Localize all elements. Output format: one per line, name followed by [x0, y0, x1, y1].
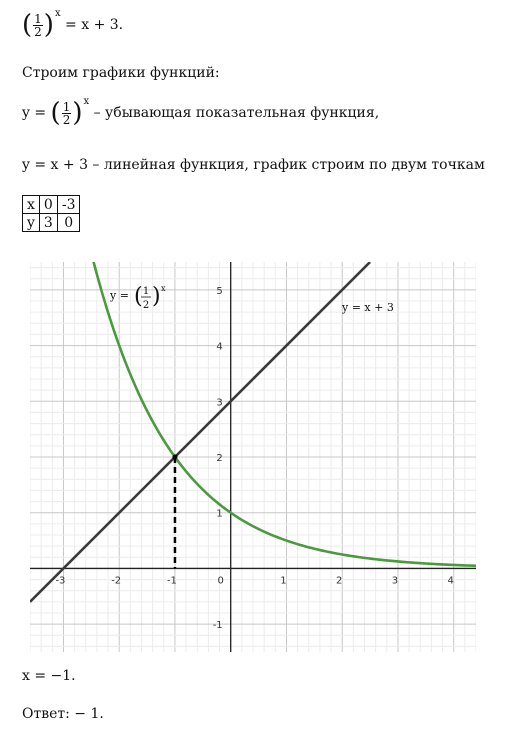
- y-tick-label: 3: [216, 397, 223, 409]
- exp-function-line: [22, 96, 380, 128]
- fraction-numerator: 1: [34, 11, 42, 26]
- exp-curve-label-denominator: 2: [142, 300, 150, 311]
- table-row: [23, 214, 80, 232]
- exp-curve-label-exponent: x: [161, 284, 166, 293]
- table-cell: 3: [39, 214, 57, 232]
- table-cell: 0: [57, 214, 80, 232]
- y-tick-label: 1: [216, 508, 223, 520]
- fraction-denominator: 2: [34, 24, 42, 39]
- fraction: [33, 13, 43, 38]
- x-tick-label: -1: [166, 575, 177, 587]
- exp-description: – убывающая показательная функция,: [93, 105, 380, 121]
- exp-lhs: y =: [22, 105, 47, 121]
- exp-curve-label-numerator: 1: [142, 286, 150, 297]
- exp-curve-label-paren: ): [152, 284, 161, 309]
- equation-rhs: = x + 3.: [65, 17, 124, 33]
- left-paren: (: [22, 10, 33, 40]
- y-tick-label: 4: [216, 341, 223, 353]
- left-paren: (: [50, 98, 61, 128]
- linear-curve-label: y = x + 3: [342, 301, 394, 314]
- table-cell: y: [23, 214, 40, 232]
- x-tick-label: 4: [447, 575, 454, 587]
- fraction: [62, 101, 72, 126]
- x-tick-label: 3: [391, 575, 399, 587]
- right-paren: ): [72, 98, 83, 128]
- fraction-denominator: 2: [62, 112, 71, 127]
- value-table: [22, 195, 80, 232]
- y-tick-label: -1: [212, 620, 223, 632]
- exponent: x: [54, 8, 61, 19]
- curve-labels: [109, 284, 394, 314]
- y-tick-label: 2: [216, 453, 223, 464]
- answer-x: x = −1.: [22, 668, 76, 684]
- final-answer: Ответ: − 1.: [22, 706, 104, 722]
- table-cell: -3: [57, 196, 80, 214]
- x-tick-label: -3: [55, 575, 66, 587]
- y-tick-label: 5: [216, 285, 223, 297]
- x-tick-label: -2: [111, 575, 122, 587]
- table-cell: 0: [39, 196, 57, 214]
- intersection-marks: [172, 455, 177, 569]
- x-tick-label: 0: [217, 575, 224, 587]
- x-tick-label: 2: [336, 575, 343, 587]
- intersection-point: [172, 455, 177, 460]
- function-graph: [30, 262, 476, 652]
- x-tick-label: 1: [280, 575, 287, 587]
- right-paren: ): [43, 10, 54, 40]
- equation-line: [22, 8, 124, 40]
- linear-function-line: y = x + 3 – линейная функция, график строим по двум точкам: [22, 157, 485, 173]
- grid: [30, 262, 476, 652]
- exponent: x: [83, 96, 90, 107]
- fraction-numerator: 1: [62, 99, 71, 114]
- table-cell: x: [23, 196, 40, 214]
- intro-text: Строим графики функций:: [22, 65, 220, 81]
- table-row: [23, 196, 80, 214]
- exp-curve-label-prefix: y =: [110, 289, 129, 302]
- exp-curve-label-paren: (: [134, 284, 143, 309]
